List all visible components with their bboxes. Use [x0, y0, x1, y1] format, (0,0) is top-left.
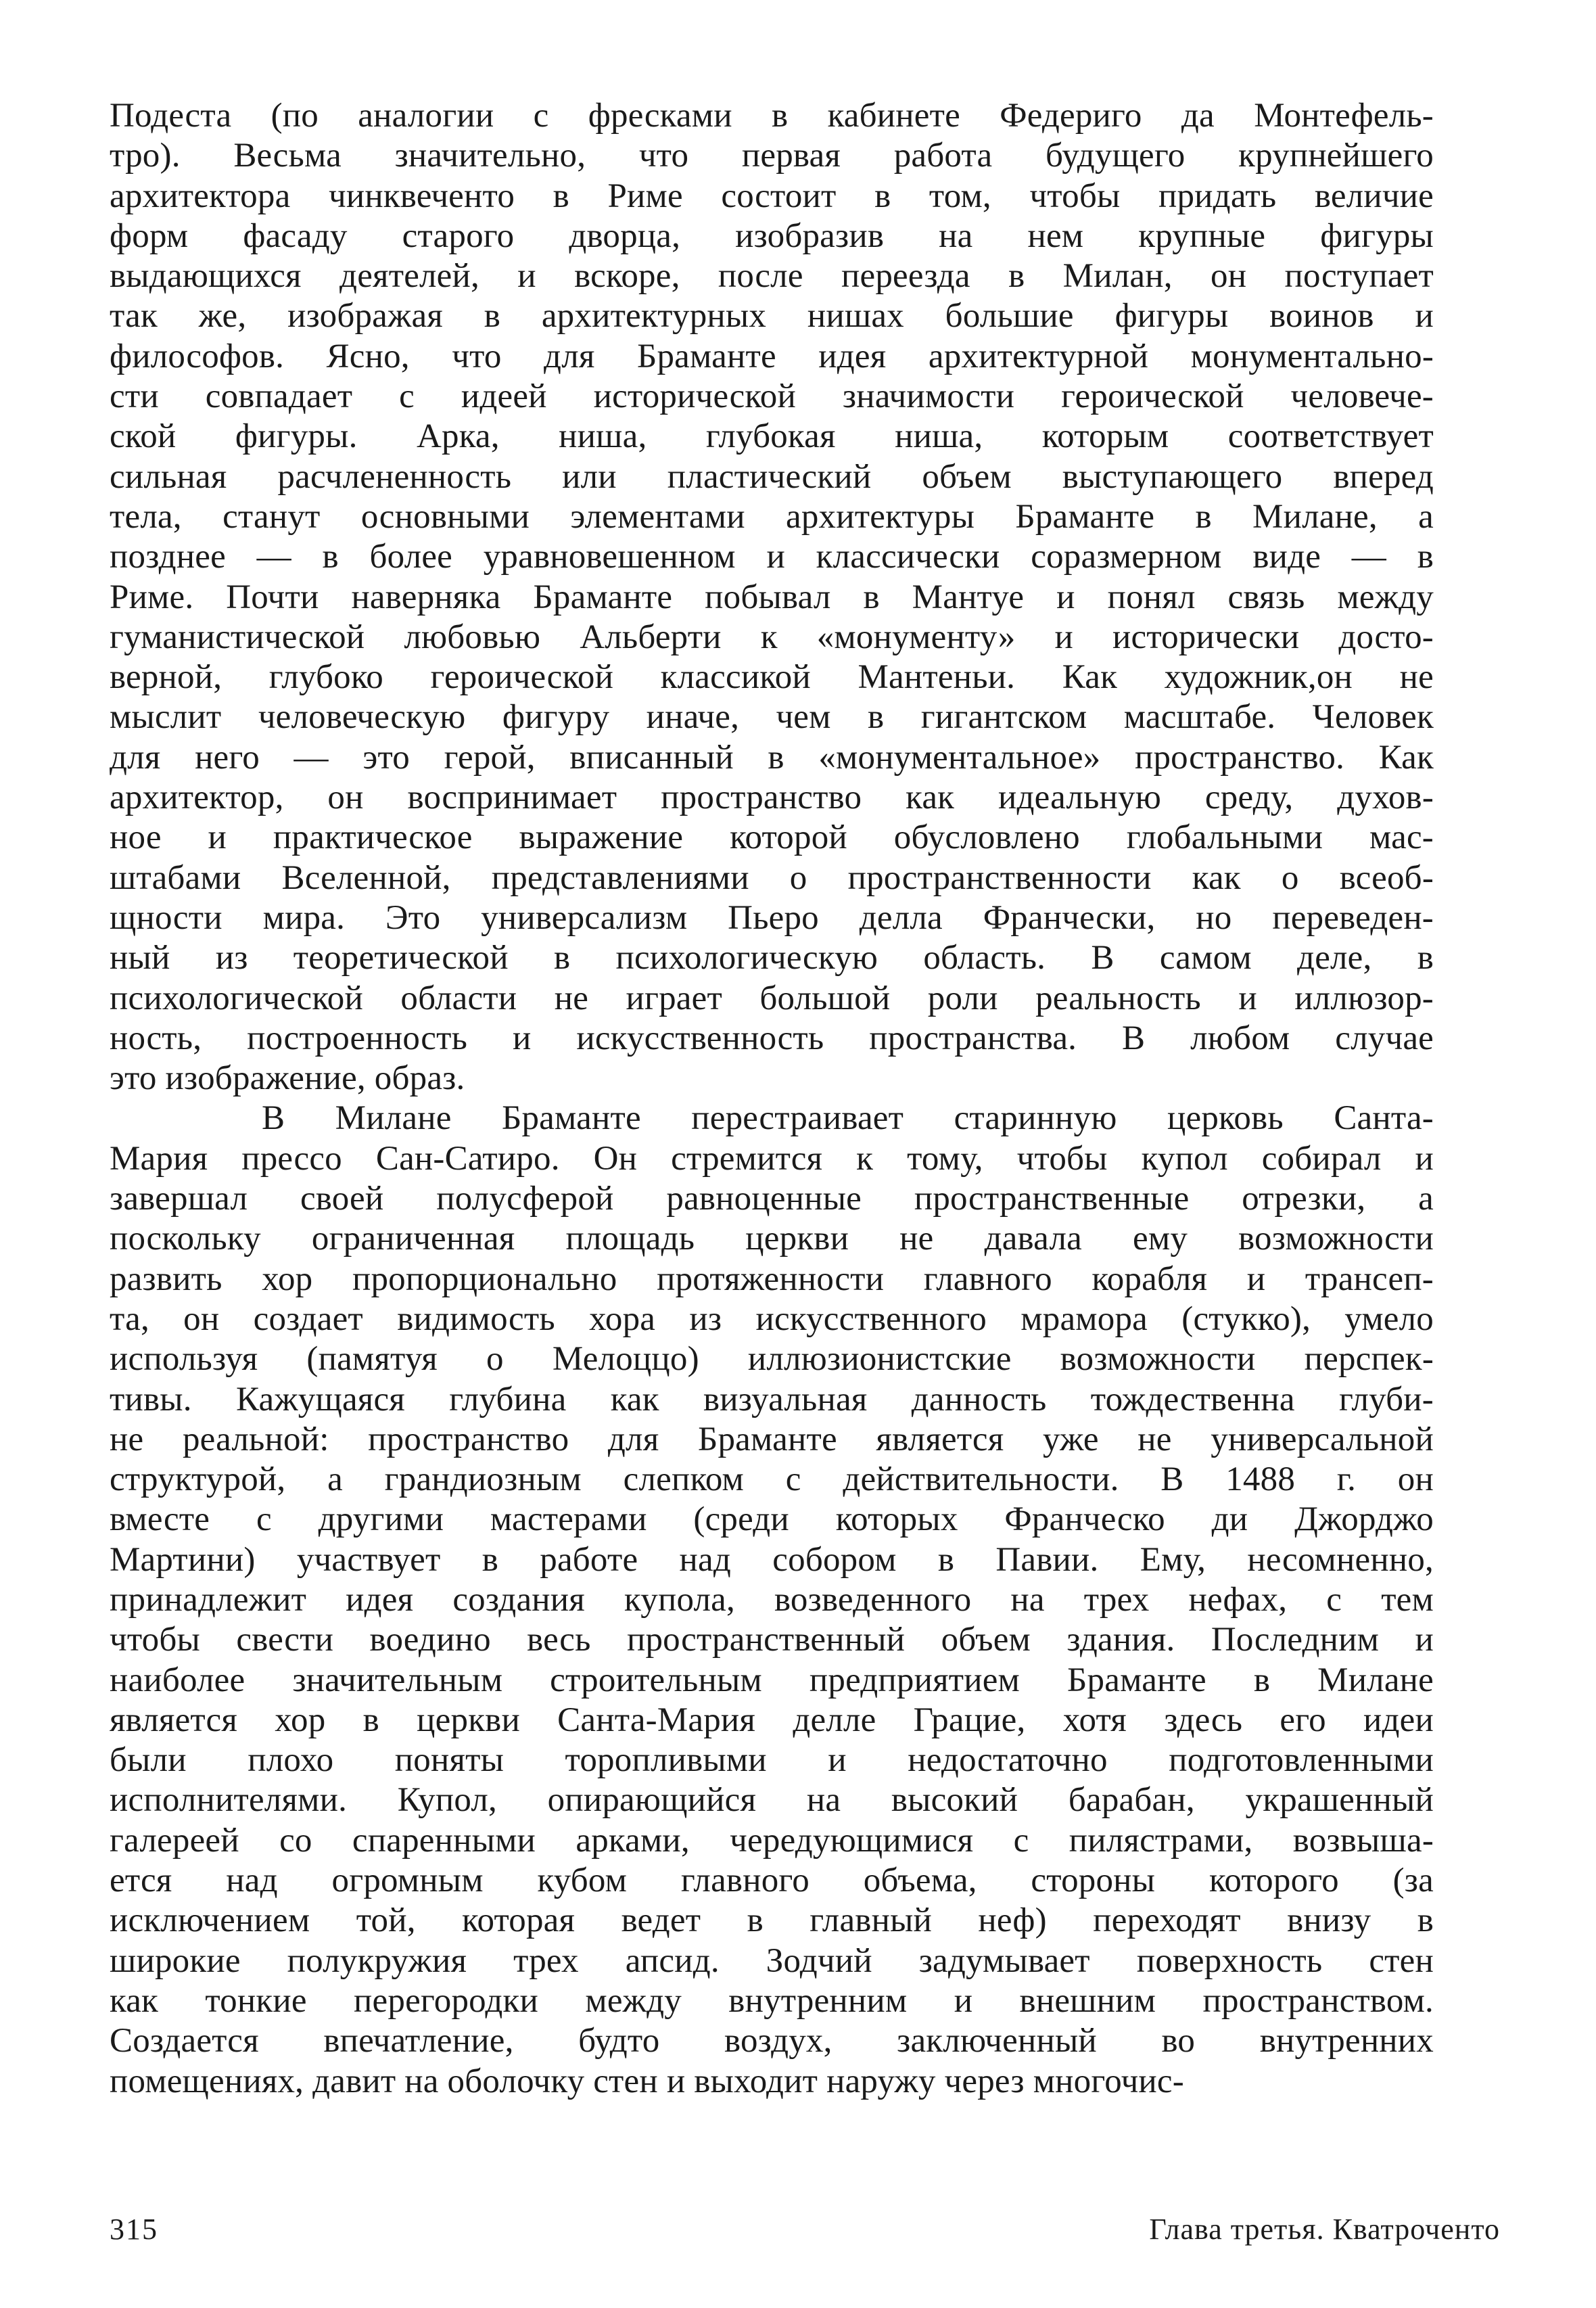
text-line: широкие полукружия трех апсид. Зодчий задумывает поверхность стен: [110, 1941, 1434, 1980]
text-line: верной, глубоко героической классикой Мантеньи. Как художник,он не: [110, 658, 1434, 697]
running-head: Глава третья. Кватроченто: [1149, 2213, 1500, 2246]
text-line: Мартини) участвует в работе над собором в Павии. Ему, несомненно,: [110, 1540, 1434, 1579]
body-text: [110, 96, 1434, 2102]
text-line: ный из теоретической в психологическую область. В самом деле, в: [110, 939, 1434, 977]
text-line: галереей со спаренными арками, чередующимися с пилястрами, возвыша-: [110, 1821, 1434, 1860]
text-line: поскольку ограниченная площадь церкви не давала ему возможности: [110, 1220, 1434, 1258]
text-line: для него — это герой, вписанный в «монументальное» пространство. Как: [110, 738, 1434, 777]
text-line: Подеста (по аналогии с фресками в кабинете Федериго да Монтефель-: [110, 97, 1434, 135]
text-line: тела, станут основными элементами архитектуры Браманте в Милане, а: [110, 497, 1434, 536]
text-line: сти совпадает с идеей исторической значимости героической человече-: [110, 377, 1434, 416]
text-line: Риме. Почти наверняка Браманте побывал в Мантуе и понял связь между: [110, 578, 1434, 616]
text-line: не реальной: пространство для Браманте является уже не универсальной: [110, 1420, 1434, 1458]
text-line: это изображение, образ.: [110, 1059, 465, 1098]
text-line: выдающихся деятелей, и вскоре, после переезда в Милан, он поступает: [110, 257, 1434, 296]
text-line: философов. Ясно, что для Браманте идея архитектурной монументально-: [110, 337, 1434, 375]
text-line: были плохо поняты торопливыми и недостаточно подготовленными: [110, 1741, 1434, 1780]
text-line: гуманистической любовью Альберти к «монументу» и исторически досто-: [110, 618, 1434, 656]
text-line: Создается впечатление, будто воздух, заключенный во внутренних: [110, 2022, 1434, 2060]
text-line: та, он создает видимость хора из искусственного мрамора (стукко), умело: [110, 1299, 1434, 1338]
text-line: тивы. Кажущаяся глубина как визуальная данность тождественна глуби-: [110, 1380, 1434, 1418]
text-line: вместе с другими мастерами (среди которых Франческо ди Джорджо: [110, 1500, 1434, 1539]
text-line: развить хор пропорционально протяженности главного корабля и трансеп-: [110, 1260, 1434, 1298]
text-line: принадлежит идея создания купола, возведенного на трех нефах, с тем: [110, 1580, 1434, 1619]
text-line: используя (памятуя о Мелоццо) иллюзионистские возможности перспек-: [110, 1340, 1434, 1379]
text-line: штабами Вселенной, представлениями о пространственности как о всеоб-: [110, 858, 1434, 897]
text-line: мыслит человеческую фигуру иначе, чем в гигантском масштабе. Человек: [110, 698, 1434, 737]
text-line: завершал своей полусферой равноценные пространственные отрезки, а: [110, 1180, 1434, 1218]
text-line: наиболее значительным строительным предприятием Браманте в Милане: [110, 1661, 1434, 1699]
text-line: помещениях, давит на оболочку стен и выходит наружу через многочис-: [110, 2062, 1184, 2100]
paragraph: [110, 96, 1434, 1099]
text-line: так же, изображая в архитектурных нишах большие фигуры воинов и: [110, 297, 1434, 336]
text-line: ность, построенность и искусственность пространства. В любом случае: [110, 1019, 1434, 1057]
text-line: архитектора чинквеченто в Риме состоит в том, чтобы придать величие: [110, 177, 1434, 215]
text-line: ное и практическое выражение которой обусловлено глобальными мас-: [110, 818, 1434, 857]
text-line: как тонкие перегородки между внутренним и внешним пространством.: [110, 1981, 1434, 2020]
text-line: Мария прессо Сан-Сатиро. Он стремится к тому, чтобы купол собирал и: [110, 1139, 1434, 1178]
text-line: сильная расчлененность или пластический объем выступающего вперед: [110, 457, 1434, 496]
text-line: структурой, а грандиозным слепком с действительности. В 1488 г. он: [110, 1460, 1434, 1499]
text-line: чтобы свести воедино весь пространственный объем здания. Последним и: [110, 1621, 1434, 1659]
text-line: ской фигуры. Арка, ниша, глубокая ниша, которым соответствует: [110, 417, 1434, 456]
text-line: исключением той, которая ведет в главный неф) переходят внизу в: [110, 1901, 1434, 1940]
text-line: тро). Весьма значительно, что первая работа будущего крупнейшего: [110, 137, 1434, 175]
text-line: В Милане Браманте перестраивает старинную церковь Санта-: [262, 1099, 1434, 1138]
text-line: исполнителями. Купол, опирающийся на высокий барабан, украшенный: [110, 1781, 1434, 1820]
text-line: является хор в церкви Санта-Мария делле Грацие, хотя здесь его идеи: [110, 1701, 1434, 1739]
text-line: щности мира. Это универсализм Пьеро делла Франчески, но переведен-: [110, 898, 1434, 937]
paragraph: [110, 1099, 1434, 2101]
text-line: форм фасаду старого дворца, изобразив на нем крупные фигуры: [110, 216, 1434, 255]
page-number: 315: [110, 2213, 158, 2246]
text-line: архитектор, он воспринимает пространство как идеальную среду, духов-: [110, 779, 1434, 817]
text-line: позднее — в более уравновешенном и классически соразмерном виде — в: [110, 538, 1434, 576]
text-line: ется над огромным кубом главного объема, стороны которого (за: [110, 1862, 1434, 1900]
text-line: психологической области не играет большой роли реальность и иллюзор-: [110, 979, 1434, 1017]
